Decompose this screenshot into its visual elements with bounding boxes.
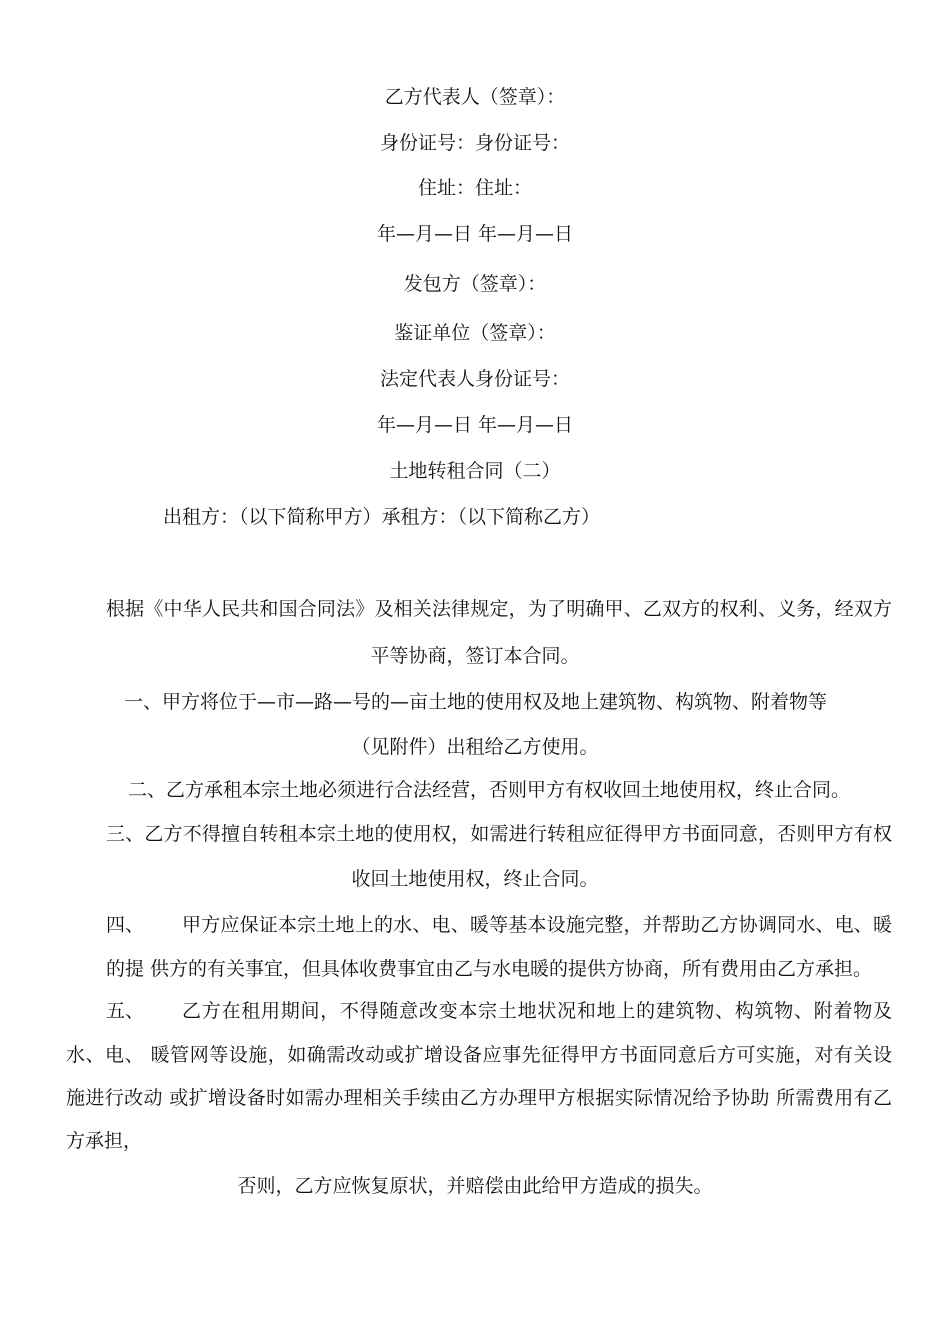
clause-5-line-2 — [66, 1043, 892, 1067]
legal-representative-id: 法定代表人身份证号： — [379, 368, 570, 390]
clause-4-line-1 — [182, 913, 892, 937]
clause-5-text-1: 乙方在租用期间，不得随意改变本宗土地状况和地上的建筑物、构筑物、附着物及 — [182, 1000, 892, 1022]
clause-5-line-5: 否则，乙方应恢复原状，并赔偿由此给甲方造成的损失。 — [237, 1175, 713, 1197]
contract-title: 土地转租合同（二） — [389, 460, 561, 482]
clause-5-line-4: 方承担， — [66, 1130, 143, 1152]
preamble-text-1: 根据《中华人民共和国合同法》及相关法律规定，为了明确甲、乙双方的权利、义务，经双方 — [106, 598, 892, 620]
clause-5-text-3: 施进行改动 或扩增设备时如需办理相关手续由乙方办理甲方根据实际情况给予协助 所需费用有乙 — [66, 1087, 892, 1109]
clause-4-text-2: 的提 供方的有关事宜，但具体收费事宜由乙与水电暖的提供方协商，所有费用由乙方承担。 — [106, 958, 873, 980]
clause-5-text-2: 水、电、 暖管网等设施，如确需改动或扩增设备应事先征得甲方书面同意后方可实施，对有关设 — [66, 1044, 892, 1066]
clause-5-line-1 — [182, 999, 892, 1023]
clause-4-text-1: 甲方应保证本宗土地上的水、电、暖等基本设施完整，并帮助乙方协调同水、电、暖 — [182, 914, 892, 936]
date-fields-1: 年—月—日 年—月—日 — [376, 223, 574, 245]
clause-3-line-2: 收回土地使用权，终止合同。 — [351, 868, 599, 890]
preamble-line-2: 平等协商，签订本合同。 — [370, 645, 580, 667]
clause-3-text-1: 三、乙方不得擅自转租本宗土地的使用权，如需进行转租应征得甲方书面同意，否则甲方有权 — [106, 823, 892, 845]
party-b-representative-signature: 乙方代表人（签章）： — [384, 86, 566, 108]
preamble-line-1 — [106, 597, 892, 621]
clause-5-number: 五、 — [106, 1000, 145, 1022]
clause-2: 二、乙方承租本宗土地必须进行合法经营，否则甲方有权收回土地使用权，终止合同。 — [128, 779, 851, 801]
contract-parties: 出租方：（以下简称甲方）承租方：（以下简称乙方） — [163, 506, 601, 528]
date-fields-2: 年—月—日 年—月—日 — [376, 414, 574, 436]
clause-5-line-3 — [66, 1086, 892, 1110]
address-fields: 住址：住址： — [417, 177, 532, 199]
clause-4-number: 四、 — [106, 914, 145, 936]
clause-3-line-1 — [106, 822, 892, 846]
clause-1-line-2: （见附件）出租给乙方使用。 — [351, 736, 599, 758]
witness-unit-signature: 鉴证单位（签章）： — [394, 322, 556, 344]
clause-1-line-1: 一、甲方将位于—市—路—号的—亩土地的使用权及地上建筑物、构筑物、附着物等 — [124, 691, 828, 713]
contractor-signature: 发包方（签章）： — [403, 273, 547, 295]
clause-4-line-2 — [106, 957, 873, 981]
id-number-fields: 身份证号：身份证号： — [379, 132, 570, 154]
